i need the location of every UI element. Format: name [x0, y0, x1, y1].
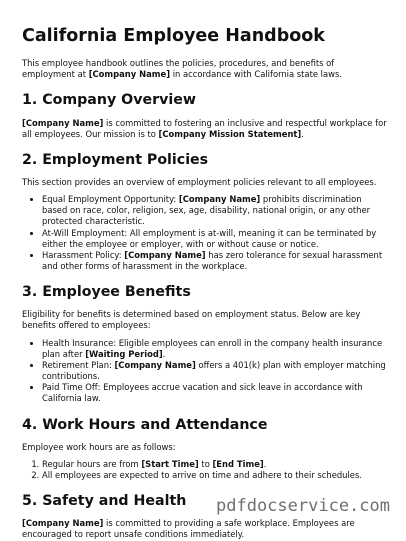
list-item-text: .	[263, 458, 267, 469]
list-item	[42, 459, 388, 470]
section-4-paragraph: Employee work hours are as follows:	[22, 441, 176, 452]
waiting-period-placeholder: [Waiting Period]	[85, 348, 163, 359]
section-4-list	[22, 459, 388, 481]
intro-company-placeholder: [Company Name]	[88, 69, 171, 80]
list-item	[42, 250, 388, 272]
intro-text-2: in accordance with California state laws.	[170, 69, 343, 80]
section-1-text-1: is committed to fostering an inclusive and respectful workplace for all employees. Our mission is to	[22, 117, 387, 139]
document-page	[22, 26, 388, 541]
section-1-text-2: .	[301, 128, 304, 139]
list-item-text: Health Insurance: Eligible employees can enroll in the company health insurance plan after	[42, 337, 383, 359]
list-item	[42, 338, 388, 360]
watermark-text: pdfdocservice.com	[216, 496, 390, 516]
list-item-text: to	[198, 458, 213, 469]
list-item-text: offers a 401(k) plan with employer matching contributions.	[42, 359, 386, 382]
list-item-text: has zero tolerance for sexual harassment and other forms of harassment in the workplace.	[42, 249, 383, 272]
list-item	[42, 382, 388, 404]
list-item	[42, 228, 388, 250]
list-item	[42, 360, 388, 382]
section-2-list	[22, 194, 388, 272]
section-2-paragraph: This section provides an overview of employment policies relevant to all employees.	[22, 176, 377, 187]
list-item	[42, 470, 388, 481]
section-1-mission-placeholder: [Company Mission Statement]	[158, 128, 302, 139]
list-item-text: Regular hours are from	[42, 458, 142, 469]
section-2-heading: 2. Employment Policies	[22, 151, 209, 168]
list-item-text: Equal Employment Opportunity:	[42, 194, 179, 205]
section-1-paragraph	[22, 118, 388, 140]
list-item-text: At-Will Employment: All employment is at-will, meaning it can be terminated by either the employee or employer, with or without cause or notice.	[42, 227, 377, 249]
list-item-text: Harassment Policy:	[42, 249, 125, 260]
company-placeholder: [Company Name]	[114, 359, 196, 370]
intro-paragraph	[22, 58, 388, 80]
section-1-company-placeholder: [Company Name]	[22, 117, 104, 128]
section-4-heading: 4. Work Hours and Attendance	[22, 416, 268, 433]
section-1-heading: 1. Company Overview	[22, 92, 196, 109]
company-placeholder: [Company Name]	[124, 249, 206, 260]
section-5-company-placeholder: [Company Name]	[22, 518, 104, 529]
list-item	[42, 194, 388, 228]
section-5-paragraph	[22, 518, 388, 540]
end-time-placeholder: [End Time]	[212, 458, 264, 469]
list-item-text: All employees are expected to arrive on time and adhere to their schedules.	[42, 470, 362, 481]
section-3-paragraph: Eligibility for benefits is determined based on employment status. Below are key benefits offered to employees:	[22, 309, 361, 331]
start-time-placeholder: [Start Time]	[141, 458, 199, 469]
intro-text-1: This employee handbook outlines the policies, procedures, and benefits of employment at	[22, 58, 335, 80]
list-item-text: prohibits discrimination based on race, color, religion, sex, age, disability, national origin, or any other protected characteristic.	[42, 194, 371, 227]
section-3-list	[22, 338, 388, 405]
section-5-text-1: is committed to providing a safe workplace. Employees are encouraged to report unsafe conditions immediately.	[22, 518, 355, 540]
section-3-heading: 3. Employee Benefits	[22, 284, 191, 301]
list-item-text: Paid Time Off: Employees accrue vacation and sick leave in accordance with California law.	[42, 382, 363, 404]
section-5-heading: 5. Safety and Health	[22, 493, 187, 510]
list-item-text: Retirement Plan:	[42, 359, 115, 370]
document-title: California Employee Handbook	[22, 26, 325, 46]
company-placeholder: [Company Name]	[178, 194, 261, 205]
list-item-text: .	[162, 348, 166, 359]
